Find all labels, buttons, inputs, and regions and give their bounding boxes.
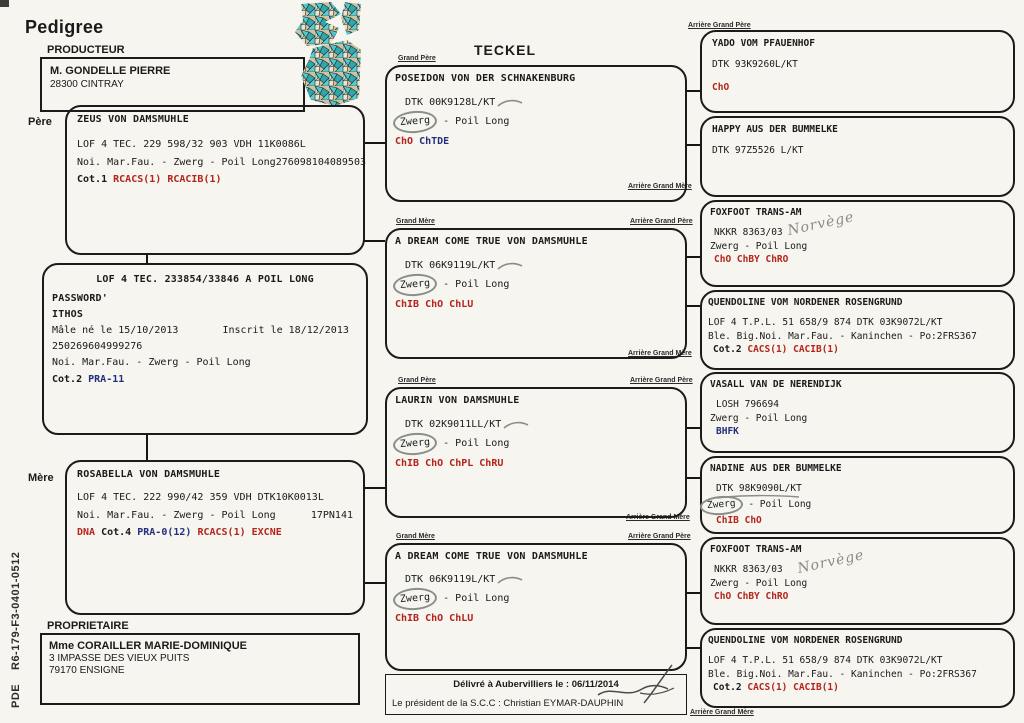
ggp8-titles-line [713, 681, 1005, 695]
mere-awards: RCACS(1) EXCNE [197, 527, 282, 538]
pen-tick-icon [497, 98, 523, 107]
ggp4-reg: LOF 4 T.P.L. 51 658/9 874 DTK 03K9072L/KT [708, 317, 943, 328]
ggp5-name: VASALL VAN DE NERENDIJK [710, 379, 842, 390]
pere-awards-line [77, 171, 353, 189]
ggp8-name: QUENDOLINE VOM NORDENER ROSENGRUND [708, 635, 903, 646]
gp2-colors-line [401, 274, 675, 296]
ggp2-name: HAPPY AUS DER BUMMELKE [712, 124, 838, 135]
gp1-reg-line [405, 94, 675, 111]
ggp3-reg: NKKR 8363/03 [714, 227, 783, 238]
pen-tick-icon [503, 420, 529, 429]
grandparent-box-1 [385, 65, 687, 202]
proprietaire-heading: PROPRIETAIRE [47, 620, 129, 632]
connector-gp1-ggp2 [686, 144, 700, 146]
producteur-address: 28300 CINTRAY [50, 79, 124, 90]
gp4-reg: DTK 06K9119L/KT [405, 574, 496, 585]
ggp1-name: YADO VOM PFAUENHOF [712, 38, 815, 49]
arriere-grand-mere-label-4: Arrière Grand Mère [690, 709, 754, 716]
pen-circle-zwerg: Zwerg [392, 272, 438, 297]
grand-mere-label-2: Grand Mère [396, 533, 435, 540]
gp2-titles-red: ChIB ChO ChLU [395, 299, 474, 310]
pere-cot: Cot.1 [77, 174, 108, 185]
connector-pere-gp1 [364, 142, 385, 144]
arriere-grand-pere-label-2: Arrière Grand Père [630, 218, 693, 225]
producteur-name: M. GONDELLE PIERRE [50, 65, 171, 77]
gp1-reg: DTK 00K9128L/KT [405, 97, 496, 108]
gp2-titles-line [395, 296, 675, 313]
handwritten-note: Norvège [786, 209, 856, 239]
ggp6-titles-line [716, 514, 1003, 528]
subject-cot-line [52, 371, 358, 388]
connector-pere-gp2 [364, 240, 385, 242]
great-grandparent-box-1 [700, 30, 1015, 113]
page-title: Pedigree [25, 17, 104, 37]
grand-pere-label-2: Grand Père [398, 377, 436, 384]
connector-gp4-ggp7 [686, 592, 700, 594]
producteur-heading: PRODUCTEUR [47, 44, 125, 56]
ggp6-reg: DTK 98K9090L/KT [716, 483, 802, 494]
grandparent-box-4 [385, 543, 687, 671]
ggp8-cot: Cot.2 [713, 682, 742, 693]
ggp1-titles-red: ChO [712, 81, 730, 93]
ggp6-reg-line [716, 482, 802, 496]
grandparent-box-2 [385, 228, 687, 359]
form-code-pde: PDE [10, 683, 22, 708]
gp3-coat: - Poil Long [443, 438, 510, 449]
ggp8-colors: Ble. Big.Noi. Mar.Fau. - Kaninchen - Po:2FRS367 [708, 668, 977, 680]
pen-tick-icon [497, 261, 523, 270]
subject-colors: Noi. Mar.Fau. - Zwerg - Poil Long [52, 357, 251, 368]
pen-circle-zwerg: Zwerg [699, 494, 743, 515]
arriere-grand-mere-label-3: Arrière Grand Mère [626, 514, 690, 521]
gp3-reg: DTK 02K9011LL/KT [405, 419, 502, 430]
arriere-grand-pere-label-3: Arrière Grand Père [630, 377, 693, 384]
arriere-grand-pere-label-4: Arrière Grand Père [628, 533, 691, 540]
mere-reg: LOF 4 TEC. 222 990/42 359 VDH DTK10K0013L [77, 492, 324, 503]
great-grandparent-box-2 [700, 116, 1015, 197]
subject-header: LOF 4 TEC. 233854/33846 A POIL LONG [96, 274, 314, 285]
mere-cot: Cot.4 [101, 527, 132, 538]
connector-gp3-ggp6 [686, 477, 700, 479]
proprietaire-name: Mme CORAILLER MARIE-DOMINIQUE [49, 640, 247, 652]
ggp5-titles-blue: BHFK [716, 426, 739, 437]
gp4-colors-line [401, 588, 675, 610]
pere-name: ZEUS VON DAMSMUHLE [77, 114, 189, 125]
gp1-titles-red: ChO [395, 136, 414, 147]
gp2-name: A DREAM COME TRUE VON DAMSMUHLE [395, 236, 588, 247]
gp4-titles-line [395, 610, 675, 627]
grand-mere-label-1: Grand Mère [396, 218, 435, 225]
gp1-coat: - Poil Long [443, 116, 510, 127]
pere-colors: Noi. Mar.Fau. - Zwerg - Poil Long [77, 156, 276, 168]
gp3-colors-line [401, 433, 675, 455]
pere-chip: 276098104089503 [275, 156, 366, 168]
grand-pere-label-1: Grand Père [398, 55, 436, 62]
subject-cot: Cot.2 [52, 374, 83, 385]
scan-corner-mark [0, 0, 9, 7]
connector-gp3-ggp5 [686, 427, 700, 429]
gp3-titles-red: ChIB ChO ChPL ChRU [395, 458, 504, 469]
pen-circle-zwerg: Zwerg [392, 109, 438, 134]
connector-gp1-ggp1 [686, 90, 700, 92]
gp2-reg-line [405, 257, 675, 274]
ggp5-titles-line [716, 425, 1003, 439]
gp3-titles-line [395, 455, 675, 472]
gp1-titles-blue: ChTDE [419, 136, 450, 147]
form-code: R6-179-F3-0401-0512 [10, 551, 22, 670]
ggp7-reg: NKKR 8363/03 [714, 564, 783, 575]
ggp4-titles-red: CACS(1) CACIB(1) [747, 344, 839, 355]
ggp3-titles-line [714, 253, 1003, 267]
gp4-titles-red: ChIB ChO ChLU [395, 613, 474, 624]
ggp5-reg: LOSH 796694 [716, 399, 779, 410]
ggp7-titles-red: ChO ChBY ChRO [714, 591, 789, 602]
great-grandparent-box-4 [700, 290, 1015, 370]
ggp3-name: FOXFOOT TRANS-AM [710, 207, 802, 218]
ggp8-titles-red: CACS(1) CACIB(1) [747, 682, 839, 693]
arriere-grand-mere-label-1: Arrière Grand Mère [628, 183, 692, 190]
ggp6-coat: - Poil Long [748, 498, 812, 510]
ggp5-colors: Zwerg - Poil Long [710, 412, 808, 424]
mere-colors: Noi. Mar.Fau. - Zwerg - Poil Long [77, 509, 276, 521]
mere-colors-line [77, 507, 353, 525]
signature [590, 663, 680, 707]
pere-reg: LOF 4 TEC. 229 598/32 903 VDH 11K0086L [77, 139, 306, 150]
mere-health: PRA-0(12) [137, 527, 192, 538]
pere-colors-line [77, 154, 366, 172]
pere-box [65, 105, 365, 255]
grandparent-box-3 [385, 387, 687, 518]
ggp3-titles-red: ChO ChBY ChRO [714, 254, 789, 265]
ggp4-name: QUENDOLINE VOM NORDENER ROSENGRUND [708, 297, 903, 308]
great-grandparent-box-6 [700, 456, 1015, 534]
ggp7-colors: Zwerg - Poil Long [710, 577, 808, 589]
ggp7-name: FOXFOOT TRANS-AM [710, 544, 802, 555]
subject-name: ITHOS [52, 309, 84, 320]
gp2-reg: DTK 06K9119L/KT [405, 260, 496, 271]
subject-health: PRA-11 [88, 374, 125, 385]
subject-registered: Inscrit le 18/12/2013 [222, 325, 349, 336]
subject-kennel: PASSWORD' [52, 293, 108, 304]
mere-tattoo: 17PN141 [310, 509, 353, 521]
gp2-coat: - Poil Long [443, 279, 510, 290]
ggp1-reg: DTK 93K9260L/KT [712, 59, 798, 70]
mere-dna: DNA [77, 527, 96, 538]
gp3-reg-line [405, 416, 675, 433]
great-grandparent-box-8 [700, 628, 1015, 708]
ggp8-reg: LOF 4 T.P.L. 51 658/9 874 DTK 03K9072L/KT [708, 655, 943, 666]
pere-label: Père [28, 116, 52, 128]
gp1-name: POSEIDON VON DER SCHNAKENBURG [395, 73, 576, 84]
ggp7-titles-line [714, 590, 1003, 604]
subject-birth: Mâle né le 15/10/2013 [52, 325, 179, 336]
pere-awards: RCACS(1) RCACIB(1) [113, 174, 222, 185]
arriere-grand-pere-label-1: Arrière Grand Père [688, 22, 751, 29]
producteur-box [40, 57, 305, 112]
mere-box [65, 460, 365, 615]
great-grandparent-box-7 [700, 537, 1015, 625]
ggp2-reg: DTK 97Z5526 L/KT [712, 145, 804, 156]
president-text: Le président de la S.C.C : Christian EYMAR-DAUPHIN [392, 698, 624, 709]
proprietaire-address1: 3 IMPASSE DES VIEUX PUITS [49, 653, 190, 664]
mere-name: ROSABELLA VON DAMSMUHLE [77, 469, 221, 480]
great-grandparent-box-5 [700, 372, 1015, 453]
ggp6-name: NADINE AUS DER BUMMELKE [710, 463, 842, 474]
gp4-coat: - Poil Long [443, 593, 510, 604]
breed-title: TECKEL [474, 42, 536, 58]
delivered-text: Délivré à Aubervilliers le : 06/11/2014 [453, 679, 619, 690]
gp3-name: LAURIN VON DAMSMUHLE [395, 395, 520, 406]
arriere-grand-mere-label-2: Arrière Grand Mère [628, 350, 692, 357]
connector-mere-gp3 [364, 487, 385, 489]
mere-awards-line [77, 524, 353, 542]
ggp4-cot: Cot.2 [713, 344, 742, 355]
gp1-titles-line [395, 133, 675, 150]
ggp4-colors: Ble. Big.Noi. Mar.Fau. - Kaninchen - Po:2FRS367 [708, 330, 977, 342]
connector-gp4-ggp8 [686, 647, 700, 649]
pen-circle-zwerg: Zwerg [392, 586, 438, 611]
pen-tick-icon [497, 575, 523, 584]
mere-label: Mère [28, 472, 54, 484]
mosaic-stamp [287, 2, 361, 106]
delivery-box [385, 674, 687, 715]
connector-subject-mere [146, 435, 148, 461]
pen-circle-zwerg: Zwerg [392, 431, 438, 456]
ggp1-titles-line [712, 81, 1003, 95]
subject-chip: 250269604999276 [52, 341, 143, 352]
connector-mere-gp4 [364, 582, 385, 584]
connector-gp2-ggp4 [686, 305, 700, 307]
connector-gp2-ggp3 [686, 256, 700, 258]
ggp4-titles-line [713, 343, 1005, 357]
subject-box [42, 263, 368, 435]
ggp6-titles-red: ChIB ChO [716, 515, 762, 526]
gp1-colors-line [401, 111, 675, 133]
great-grandparent-box-3 [700, 200, 1015, 287]
gp4-reg-line [405, 571, 675, 588]
proprietaire-address2: 79170 ENSIGNE [49, 665, 125, 676]
subject-birth-line [52, 323, 358, 339]
ggp3-colors: Zwerg - Poil Long [710, 240, 808, 252]
handwritten-note: Norvège [796, 547, 866, 577]
gp4-name: A DREAM COME TRUE VON DAMSMUHLE [395, 551, 588, 562]
proprietaire-box [40, 633, 360, 705]
